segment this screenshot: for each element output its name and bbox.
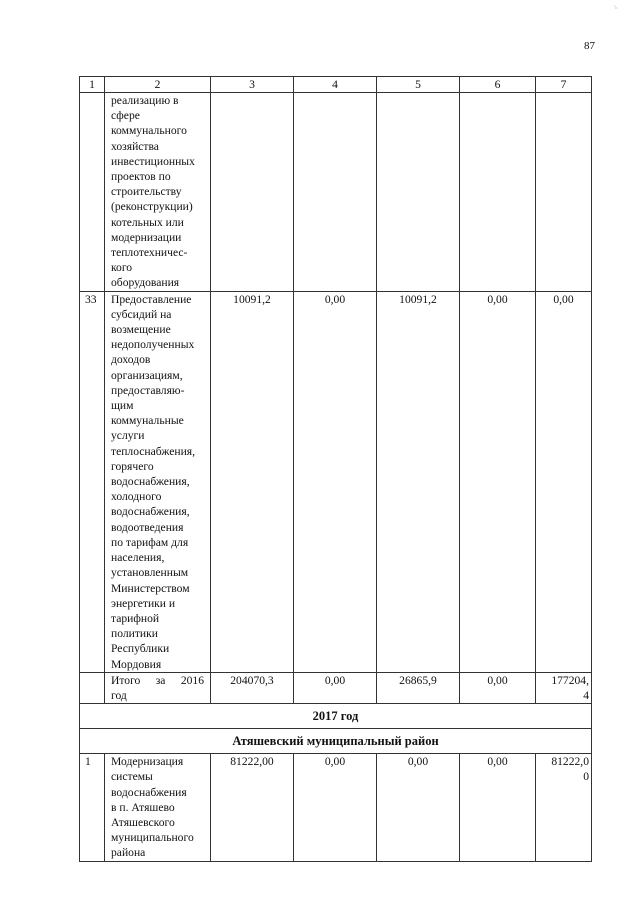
row-1 [80,754,592,861]
total-2016-label-line1 [111,673,208,688]
year-2017-heading: 2017 год [80,704,592,729]
header-col-3: 3 [211,77,294,93]
row-33-description: Предоставление субсидий на возмещение недополученных доходов организациям, предоставляю- щим коммунальные услуги теплоснабжения, горячего водоснабжения, холодного водоснабжения, водоотведения по тарифам для населения, установленным Министерством энергетики и тарифной политики Республики Мордовия [111,292,196,671]
continued-row-c6 [460,93,536,292]
total-word-1: Итого [111,673,141,687]
header-row [80,77,592,93]
header-col-4: 4 [294,77,377,93]
row-33-c6: 0,00 [460,291,536,672]
total-word-3: 2016 [180,673,204,687]
page-number: 87 [584,40,595,52]
continued-row-c5 [377,93,460,292]
row-33-c5: 10091,2 [377,291,460,672]
total-2016-c3: 204070,3 [211,672,294,703]
header-col-7: 7 [536,77,592,93]
header-col-2: 2 [105,77,211,93]
continued-row [80,93,592,292]
row-1-c6: 0,00 [460,754,536,861]
header-col-5: 5 [377,77,460,93]
continued-row-num [80,93,105,292]
row-33-num: 33 [80,291,105,672]
total-word-2: за [155,673,166,687]
row-33 [80,291,592,672]
header-col-1: 1 [80,77,105,93]
continued-row-description: реализацию в сфере коммунального хозяйства инвестиционных проектов по строительству (реконструкции) котельных или модернизации теплотехничес- кого оборудования [111,94,195,290]
district-row [80,729,592,754]
header-col-6: 6 [460,77,536,93]
row-1-c7-value: 81222,0 0 [551,755,589,784]
continued-row-text [105,93,211,292]
total-2016-c7-value: 177204, 4 [551,673,589,702]
total-2016-row [80,672,592,703]
budget-table [79,76,592,862]
district-heading: Атяшевский муниципальный район [80,729,592,754]
corner-scan-mark: 'ₕ [614,5,618,11]
row-1-c7 [536,754,592,861]
total-2016-num [80,672,105,703]
continued-row-c7 [536,93,592,292]
total-2016-c6: 0,00 [460,672,536,703]
row-1-text [105,754,211,861]
row-1-c3: 81222,00 [211,754,294,861]
row-33-text [105,291,211,672]
row-33-c4: 0,00 [294,291,377,672]
total-2016-c5: 26865,9 [377,672,460,703]
row-33-c7: 0,00 [536,291,592,672]
row-33-c3: 10091,2 [211,291,294,672]
year-2017-row [80,704,592,729]
row-1-description: Модернизация системы водоснабжения в п. Атяшево Атяшевского муниципального района [111,755,194,860]
continued-row-c3 [211,93,294,292]
total-2016-c4: 0,00 [294,672,377,703]
row-1-c5: 0,00 [377,754,460,861]
total-2016-label-line2: год [111,688,127,702]
total-2016-c7 [536,672,592,703]
total-2016-label [105,672,211,703]
row-1-num: 1 [80,754,105,861]
continued-row-c4 [294,93,377,292]
row-1-c4: 0,00 [294,754,377,861]
